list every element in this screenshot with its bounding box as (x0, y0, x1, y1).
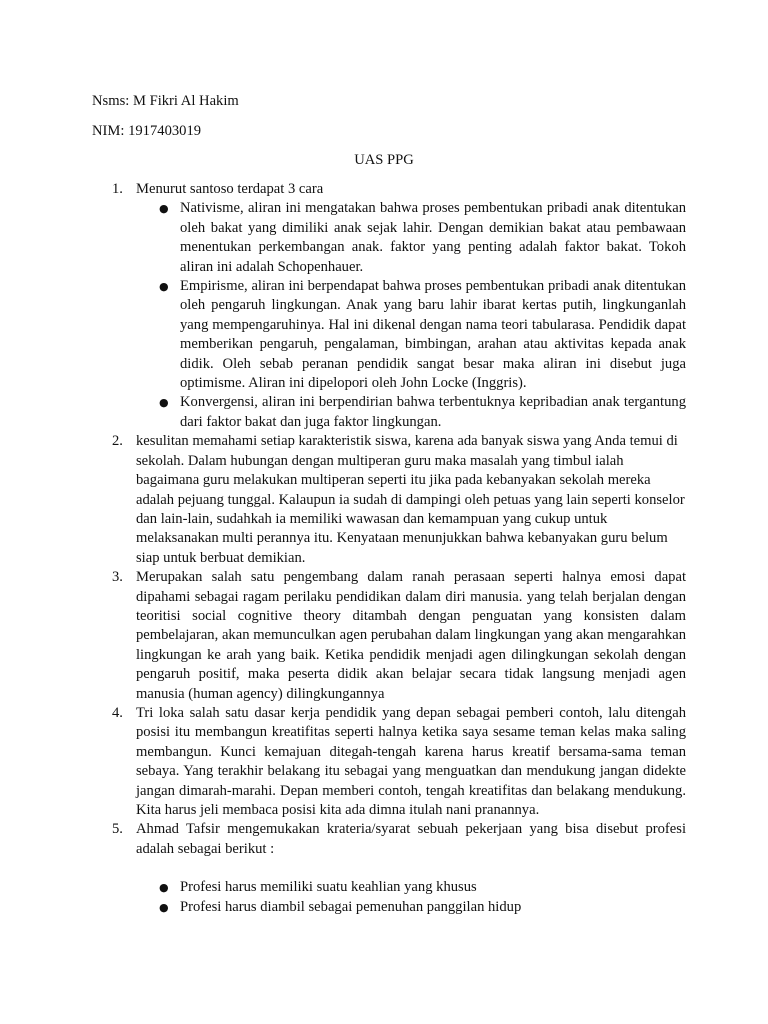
answer-item (92, 568, 686, 704)
answer-number: 3. (112, 569, 123, 586)
answer-text: Menurut santoso terdapat 3 cara (136, 181, 324, 197)
answer-item (92, 820, 686, 917)
bullet-icon: ● (159, 202, 169, 216)
answer-item (92, 432, 686, 568)
student-name-line: Nsms: M Fikri Al Hakim (92, 93, 239, 109)
bullet-item (136, 393, 686, 432)
bullet-list (136, 199, 686, 432)
bullet-list (136, 878, 686, 917)
bullet-icon: ● (159, 280, 169, 294)
answer-item (92, 704, 686, 820)
student-nim-line: NIM: 1917403019 (92, 123, 202, 139)
bullet-icon: ● (159, 881, 169, 895)
answer-text: kesulitan memahami setiap karakteristik siswa, karena ada banyak siswa yang Anda temui di sekolah. Dalam hubungan dengan multiperan guru maka masalah yang timbul ialah bagaimana guru melakukan multiperan seperti itu jika pada kebanyakan sekolah mereka adalah pejuang tunggal. Kalaupun ia sudah di dampingi oleh petuas yang lain seperti konselor dan lain-lain, sudahkah ia memiliki wawasan dan kemampuan yang cukup untuk melaksanakan multi perannya itu. Kenyataan menunjukkan bahwa kebanyakan guru belum siap untuk berbuat demikian. (136, 433, 685, 566)
answer-number: 2. (112, 433, 123, 450)
answer-list (92, 180, 686, 917)
answer-number: 4. (112, 704, 123, 721)
answer-text: Tri loka salah satu dasar kerja pendidik yang depan sebagai pemberi contoh, lalu ditengah posisi itu membangun kreatifitas seperti halnya ketika saya sesame teman kelas maka saling membangun. Kunci kemajuan ditegah-tengah karena harus kreatif bersama-sama teman sebaya. Yang terakhir belakang itu sebagai yang menguatkan dan mendukung jangan didekte jangan dimarah-marahi. Depan memberi contoh, tengah kreatifitas dan belakang mendukung. Kita harus jeli membaca posisi kita ada dimna itulah nani pranannya. (136, 704, 686, 818)
answer-number: 1. (112, 181, 123, 197)
bullet-item (136, 277, 686, 393)
bullet-item (136, 898, 686, 917)
document-title: UAS PPG (354, 152, 414, 168)
bullet-icon: ● (159, 396, 169, 410)
bullet-item (136, 199, 686, 277)
bullet-icon: ● (159, 900, 169, 914)
answer-item (92, 180, 686, 432)
bullet-text: Profesi harus memiliki suatu keahlian yang khusus (180, 879, 477, 896)
answer-number: 5. (112, 821, 123, 838)
bullet-text: Profesi harus diambil sebagai pemenuhan panggilan hidup (180, 898, 522, 915)
answer-text: Ahmad Tafsir mengemukakan krateria/syarat sebuah pekerjaan yang bisa disebut profesi adalah sebagai berikut : (136, 821, 686, 857)
blank-line (136, 859, 686, 878)
answer-text: Merupakan salah satu pengembang dalam ranah perasaan seperti halnya emosi dapat dipahami sebagai ragam perilaku pendidikan dalam diri manusia. yang telah berjalan dengan teoritisi social cognitive theory ditambah dengan penguatan yang konsisten dalam pembelajaran, akan memunculkan agen perubahan dalam lingkungan yang akan mengarahkan lingkungan ke arah yang baik. Ketika pendidik menjadi agen dilingkungan sekolah dengan pengaruh positif, maka peserta didik akan belajar secara tidak langsung menjadi agen manusia (human agency) dilingkungannya (136, 569, 686, 702)
bullet-text: Nativisme, aliran ini mengatakan bahwa proses pembentukan pribadi anak ditentukan oleh bakat yang dimiliki anak sejak lahir. Dengan demikian bakat atau pembawaan menentukan perkembangan anak. faktor yang penting adalah faktor bakat. Tokoh aliran ini adalah Schopenhauer. (180, 200, 686, 275)
bullet-text: Konvergensi, aliran ini berpendirian bahwa terbentuknya kepribadian anak tergantung dari faktor bakat dan juga faktor lingkungan. (180, 394, 686, 430)
bullet-text: Empirisme, aliran ini berpendapat bahwa proses pembentukan pribadi anak ditentukan oleh pengaruh lingkungan. Anak yang baru lahir ibarat kertas putih, lingkunganlah yang mempengaruhinya. Hal ini dikenal dengan nama teori tabularasa. Pendidik dapat memberikan pengaruh, pengalaman, bimbingan, arahan atau aktivitas kepada anak didik. Oleh sebab peranan pendidik sangat besar maka aliran ini disebut juga optimisme. Aliran ini dipelopori oleh John Locke (Inggris). (180, 278, 686, 392)
bullet-item (136, 878, 686, 897)
